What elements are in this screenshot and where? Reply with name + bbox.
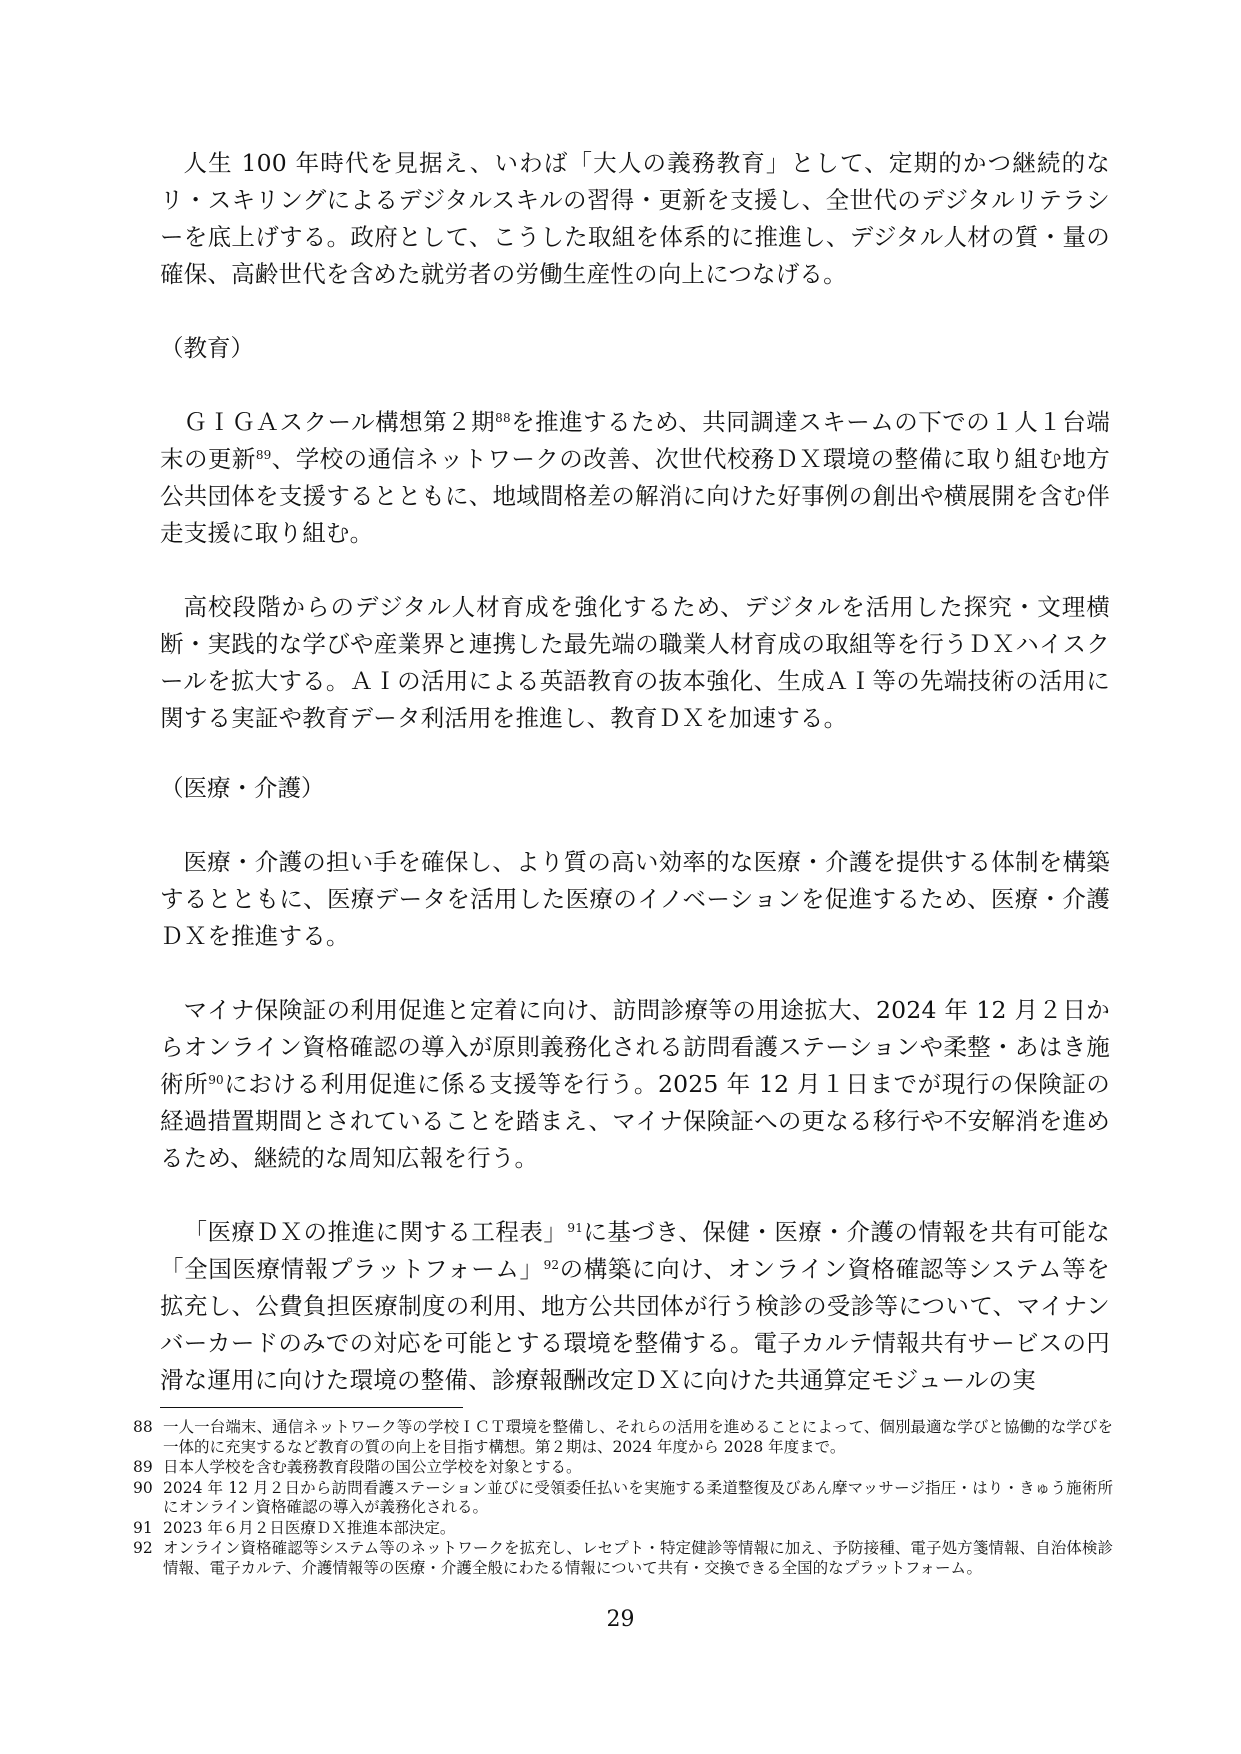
text-run: の構築に向け、オンライン資格確認等システム等を拡充し、公費負担医療制度の利用、地方公共団体が行う検診の受診等について、マイナンバーカードのみでの対応を可能とする環境を整備する。電子カルテ情報共有サービスの円滑な運用に向けた環境の整備、診療報酬改定ＤＸに向けた共通算定モジュールの実 bbox=[160, 1255, 1110, 1394]
text-run: を推進するため、共同調達スキームの下での１人１台端末の更新 bbox=[160, 408, 1110, 473]
footnote-ref-92: 92 bbox=[543, 1258, 560, 1272]
footnote-text: 一人一台端末、通信ネットワーク等の学校ＩＣＴ環境を整備し、それらの活用を進めることによって、個別最適な学びと協働的な学びを一体的に充実するなど教育の質の向上を目指す構想。第２期は、2024 年度から 2028 年度まで。 bbox=[163, 1418, 1113, 1456]
text-run: マイナ保険証の利用促進と定着に向け、訪問診療等の用途拡大、2024 年 12 月２日からオンライン資格確認の導入が原則義務化される訪問看護ステーションや柔整・あはき施術所 bbox=[160, 996, 1110, 1098]
section-heading-education: （教育） bbox=[160, 334, 254, 362]
footnote-91 bbox=[133, 1519, 1113, 1539]
body-text bbox=[160, 145, 1110, 1399]
footnote-text: オンライン資格確認等システム等のネットワークを拡充し、レセプト・特定健診等情報に加え、予防接種、電子処方箋情報、自治体検診情報、電子カルテ、介護情報等の医療・介護全般にわたる情報について共有・交換できる全国的なプラットフォーム。 bbox=[163, 1539, 1113, 1577]
paragraph-dx-highschool: 高校段階からのデジタル人材育成を強化するため、デジタルを活用した探究・文理横断・実践的な学びや産業界と連携した最先端の職業人材育成の取組等を行うＤＸハイスクールを拡大する。ＡＩの活用による英語教育の抜本強化、生成ＡＩ等の先端技術の活用に関する実証や教育データ利活用を推進し、教育ＤＸを加速する。 bbox=[160, 593, 1110, 732]
footnote-number: 90 bbox=[133, 1478, 153, 1497]
footnote-90 bbox=[133, 1479, 1113, 1518]
footnote-separator bbox=[160, 1407, 463, 1408]
footnote-number: 91 bbox=[133, 1518, 153, 1537]
footnote-ref-89: 89 bbox=[255, 448, 272, 462]
text-run: に基づき、保健・医療・介護の情報を共有可能な「全国医療情報プラットフォーム」 bbox=[160, 1218, 1110, 1283]
paragraph-medical-platform bbox=[160, 1214, 1110, 1399]
footnote-88 bbox=[133, 1418, 1113, 1457]
text-run: における利用促進に係る支援等を行う。2025 年 12 月１日までが現行の保険証の経過措置期間とされていることを踏まえ、マイナ保険証への更なる移行や不安解消を進めるため、継続的な周知広報を行う。 bbox=[160, 1070, 1110, 1172]
text-run: ＧＩＧＡスクール構想第２期 bbox=[183, 408, 496, 436]
paragraph-medical-dx: 医療・介護の担い手を確保し、より質の高い効率的な医療・介護を提供する体制を構築するとともに、医療データを活用した医療のイノベーションを促進するため、医療・介護ＤＸを推進する。 bbox=[160, 848, 1110, 950]
footnote-number: 88 bbox=[133, 1418, 153, 1436]
footnote-92 bbox=[133, 1539, 1113, 1578]
footnote-ref-88: 88 bbox=[495, 411, 511, 425]
footnote-text: 日本人学校を含む義務教育段階の国公立学校を対象とする。 bbox=[163, 1458, 582, 1476]
page-number: 29 bbox=[606, 1607, 635, 1632]
footnote-text: 2023 年６月２日医療ＤＸ推進本部決定。 bbox=[163, 1518, 456, 1537]
section-heading-medical: （医療・介護） bbox=[160, 774, 325, 802]
paragraph-mynumber-insurance bbox=[160, 992, 1110, 1177]
text-run: 「医療ＤＸの推進に関する工程表」 bbox=[183, 1218, 568, 1246]
paragraph-giga-school bbox=[160, 404, 1110, 552]
text-run: 、学校の通信ネットワークの改善、次世代校務ＤＸ環境の整備に取り組む地方公共団体を支援するとともに、地域間格差の解消に向けた好事例の創出や横展開を含む伴走支援に取り組む。 bbox=[160, 445, 1110, 547]
footnote-89 bbox=[133, 1458, 1113, 1478]
footnotes bbox=[133, 1418, 1113, 1579]
footnote-text: 2024 年 12 月２日から訪問看護ステーション並びに受領委任払いを実施する柔道整復及びあん摩マッサージ指圧・はり・きゅう施術所にオンライン資格確認の導入が義務化される。 bbox=[163, 1478, 1113, 1516]
paragraph-reskilling: 人生 100 年時代を見据え、いわば「大人の義務教育」として、定期的かつ継続的なリ・スキリングによるデジタルスキルの習得・更新を支援し、全世代のデジタルリテラシーを底上げする。政府として、こうした取組を体系的に推進し、デジタル人材の質・量の確保、高齢世代を含めた就労者の労働生産性の向上につなげる。 bbox=[160, 149, 1110, 288]
footnote-number: 89 bbox=[133, 1458, 153, 1476]
footnote-number: 92 bbox=[133, 1539, 153, 1557]
footnote-ref-90: 90 bbox=[208, 1073, 224, 1087]
footnote-ref-91: 91 bbox=[567, 1221, 584, 1235]
